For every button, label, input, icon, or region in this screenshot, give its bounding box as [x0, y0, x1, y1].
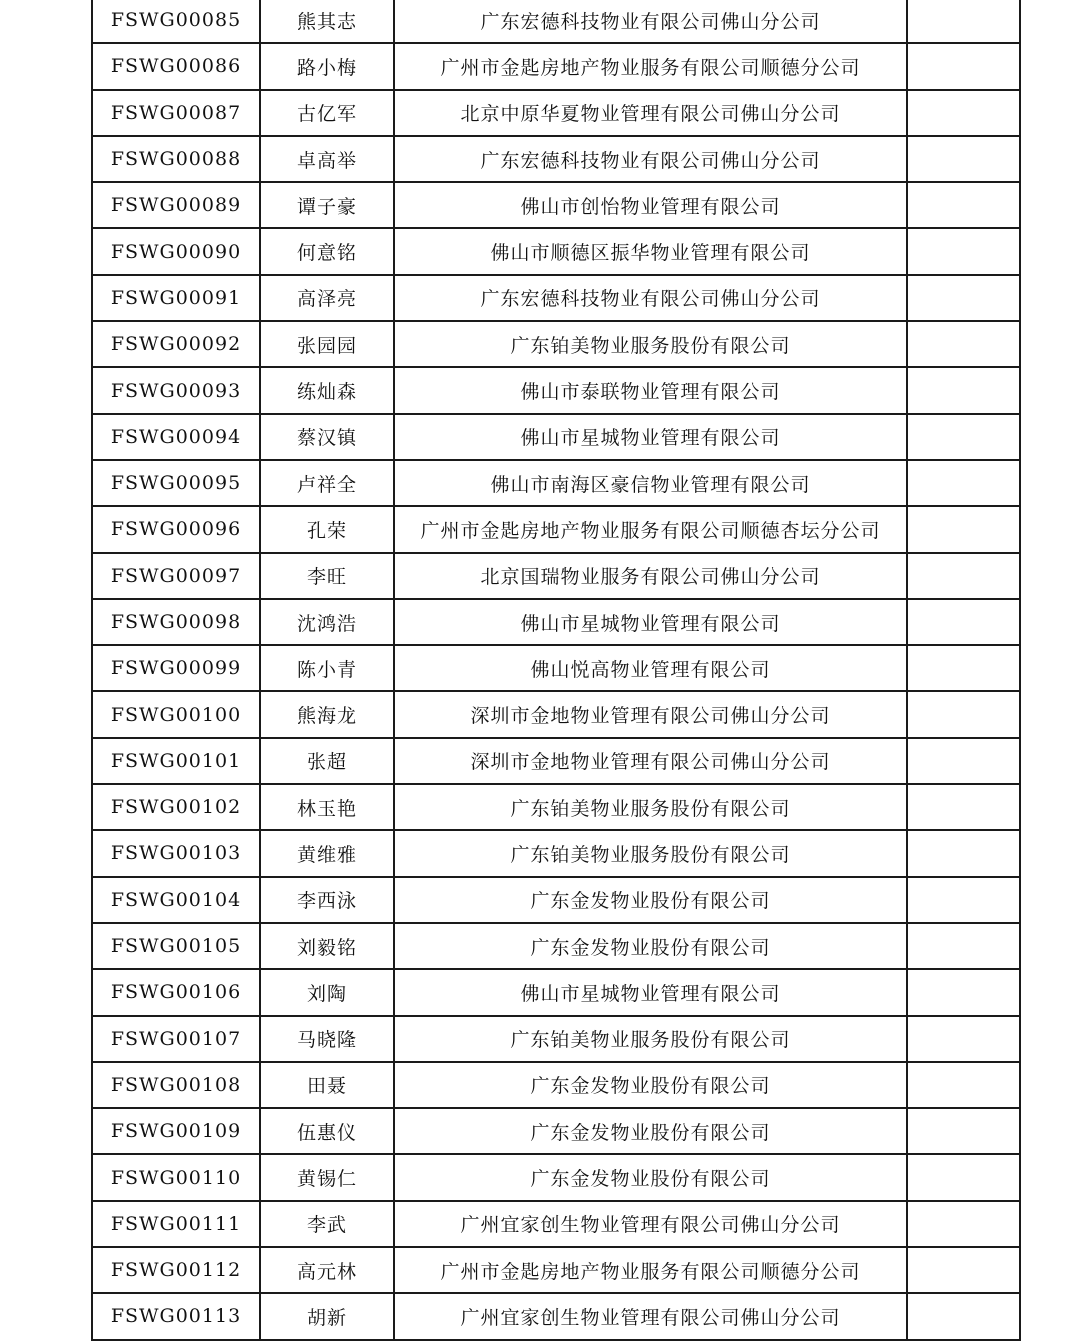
remarks-cell [907, 599, 1020, 645]
person-name-cell: 高泽亮 [260, 275, 394, 321]
remarks-cell [907, 1154, 1020, 1200]
person-name-cell: 田聂 [260, 1062, 394, 1108]
company-name-cell: 广州市金匙房地产物业服务有限公司顺德杏坛分公司 [394, 506, 907, 552]
company-name-cell: 广东金发物业股份有限公司 [394, 1062, 907, 1108]
cert-number-cell: FSWG00106 [92, 969, 260, 1015]
remarks-cell [907, 1293, 1020, 1339]
table-row [92, 414, 1020, 460]
table-row [92, 43, 1020, 89]
person-name-cell: 李武 [260, 1201, 394, 1247]
company-name-cell: 佛山市顺德区振华物业管理有限公司 [394, 228, 907, 274]
company-name-cell: 广东铂美物业服务股份有限公司 [394, 830, 907, 876]
company-name-cell: 北京中原华夏物业管理有限公司佛山分公司 [394, 90, 907, 136]
company-name-cell: 广东宏德科技物业有限公司佛山分公司 [394, 136, 907, 182]
registry-table-body [92, 0, 1020, 1340]
company-name-cell: 佛山市星城物业管理有限公司 [394, 414, 907, 460]
cert-number-cell: FSWG00086 [92, 43, 260, 89]
remarks-cell [907, 43, 1020, 89]
person-name-cell: 李西泳 [260, 877, 394, 923]
cert-number-cell: FSWG00111 [92, 1201, 260, 1247]
remarks-cell [907, 136, 1020, 182]
person-name-cell: 李旺 [260, 553, 394, 599]
company-name-cell: 广东铂美物业服务股份有限公司 [394, 784, 907, 830]
table-row [92, 969, 1020, 1015]
person-name-cell: 刘毅铭 [260, 923, 394, 969]
cert-number-cell: FSWG00110 [92, 1154, 260, 1200]
cert-number-cell: FSWG00090 [92, 228, 260, 274]
company-name-cell: 广东金发物业股份有限公司 [394, 1154, 907, 1200]
cert-number-cell: FSWG00085 [92, 0, 260, 43]
cert-number-cell: FSWG00105 [92, 923, 260, 969]
company-name-cell: 佛山市南海区豪信物业管理有限公司 [394, 460, 907, 506]
company-name-cell: 佛山悦高物业管理有限公司 [394, 645, 907, 691]
cert-number-cell: FSWG00094 [92, 414, 260, 460]
table-row [92, 877, 1020, 923]
company-name-cell: 佛山市泰联物业管理有限公司 [394, 367, 907, 413]
cert-number-cell: FSWG00100 [92, 691, 260, 737]
cert-number-cell: FSWG00097 [92, 553, 260, 599]
table-row [92, 830, 1020, 876]
cert-number-cell: FSWG00087 [92, 90, 260, 136]
table-row [92, 599, 1020, 645]
table-row [92, 923, 1020, 969]
person-name-cell: 高元林 [260, 1247, 394, 1293]
table-row [92, 506, 1020, 552]
table-row [92, 1062, 1020, 1108]
remarks-cell [907, 691, 1020, 737]
table-row [92, 136, 1020, 182]
cert-number-cell: FSWG00103 [92, 830, 260, 876]
table-row [92, 1016, 1020, 1062]
cert-number-cell: FSWG00113 [92, 1293, 260, 1339]
person-name-cell: 胡新 [260, 1293, 394, 1339]
cert-number-cell: FSWG00093 [92, 367, 260, 413]
table-row [92, 90, 1020, 136]
cert-number-cell: FSWG00107 [92, 1016, 260, 1062]
person-name-cell: 卢祥全 [260, 460, 394, 506]
remarks-cell [907, 1062, 1020, 1108]
company-name-cell: 深圳市金地物业管理有限公司佛山分公司 [394, 691, 907, 737]
cert-number-cell: FSWG00099 [92, 645, 260, 691]
company-name-cell: 广东金发物业股份有限公司 [394, 877, 907, 923]
table-row [92, 0, 1020, 43]
person-name-cell: 练灿森 [260, 367, 394, 413]
remarks-cell [907, 228, 1020, 274]
cert-number-cell: FSWG00112 [92, 1247, 260, 1293]
table-row [92, 1247, 1020, 1293]
person-name-cell: 林玉艳 [260, 784, 394, 830]
remarks-cell [907, 645, 1020, 691]
remarks-cell [907, 321, 1020, 367]
table-row [92, 1108, 1020, 1154]
company-name-cell: 广东铂美物业服务股份有限公司 [394, 1016, 907, 1062]
person-name-cell: 何意铭 [260, 228, 394, 274]
table-row [92, 460, 1020, 506]
table-row [92, 738, 1020, 784]
remarks-cell [907, 506, 1020, 552]
remarks-cell [907, 182, 1020, 228]
remarks-cell [907, 784, 1020, 830]
person-name-cell: 黄维雅 [260, 830, 394, 876]
company-name-cell: 广东宏德科技物业有限公司佛山分公司 [394, 275, 907, 321]
remarks-cell [907, 275, 1020, 321]
registry-table [91, 0, 1021, 1341]
company-name-cell: 广东金发物业股份有限公司 [394, 1108, 907, 1154]
company-name-cell: 广州市金匙房地产物业服务有限公司顺德分公司 [394, 1247, 907, 1293]
cert-number-cell: FSWG00109 [92, 1108, 260, 1154]
remarks-cell [907, 1247, 1020, 1293]
person-name-cell: 伍惠仪 [260, 1108, 394, 1154]
table-row [92, 182, 1020, 228]
company-name-cell: 广东铂美物业服务股份有限公司 [394, 321, 907, 367]
table-row [92, 228, 1020, 274]
remarks-cell [907, 923, 1020, 969]
cert-number-cell: FSWG00088 [92, 136, 260, 182]
table-row [92, 1293, 1020, 1339]
company-name-cell: 广东金发物业股份有限公司 [394, 923, 907, 969]
remarks-cell [907, 1108, 1020, 1154]
person-name-cell: 陈小青 [260, 645, 394, 691]
company-name-cell: 佛山市星城物业管理有限公司 [394, 969, 907, 1015]
table-row [92, 691, 1020, 737]
remarks-cell [907, 553, 1020, 599]
table-row [92, 1154, 1020, 1200]
remarks-cell [907, 1016, 1020, 1062]
company-name-cell: 深圳市金地物业管理有限公司佛山分公司 [394, 738, 907, 784]
cert-number-cell: FSWG00092 [92, 321, 260, 367]
company-name-cell: 广州宜家创生物业管理有限公司佛山分公司 [394, 1293, 907, 1339]
company-name-cell: 佛山市创怡物业管理有限公司 [394, 182, 907, 228]
cert-number-cell: FSWG00096 [92, 506, 260, 552]
cert-number-cell: FSWG00091 [92, 275, 260, 321]
person-name-cell: 古亿军 [260, 90, 394, 136]
table-row [92, 367, 1020, 413]
remarks-cell [907, 367, 1020, 413]
remarks-cell [907, 460, 1020, 506]
company-name-cell: 广东宏德科技物业有限公司佛山分公司 [394, 0, 907, 43]
table-row [92, 1201, 1020, 1247]
remarks-cell [907, 90, 1020, 136]
remarks-cell [907, 969, 1020, 1015]
table-row [92, 321, 1020, 367]
company-name-cell: 广州宜家创生物业管理有限公司佛山分公司 [394, 1201, 907, 1247]
cert-number-cell: FSWG00108 [92, 1062, 260, 1108]
person-name-cell: 路小梅 [260, 43, 394, 89]
person-name-cell: 谭子豪 [260, 182, 394, 228]
company-name-cell: 北京国瑞物业服务有限公司佛山分公司 [394, 553, 907, 599]
person-name-cell: 熊其志 [260, 0, 394, 43]
cert-number-cell: FSWG00104 [92, 877, 260, 923]
table-row [92, 784, 1020, 830]
person-name-cell: 蔡汉镇 [260, 414, 394, 460]
table-row [92, 275, 1020, 321]
person-name-cell: 张超 [260, 738, 394, 784]
remarks-cell [907, 830, 1020, 876]
cert-number-cell: FSWG00089 [92, 182, 260, 228]
person-name-cell: 孔荣 [260, 506, 394, 552]
person-name-cell: 马晓隆 [260, 1016, 394, 1062]
table-row [92, 553, 1020, 599]
person-name-cell: 刘陶 [260, 969, 394, 1015]
table-row [92, 645, 1020, 691]
remarks-cell [907, 0, 1020, 43]
remarks-cell [907, 414, 1020, 460]
remarks-cell [907, 738, 1020, 784]
person-name-cell: 卓高举 [260, 136, 394, 182]
cert-number-cell: FSWG00098 [92, 599, 260, 645]
cert-number-cell: FSWG00102 [92, 784, 260, 830]
cert-number-cell: FSWG00101 [92, 738, 260, 784]
company-name-cell: 佛山市星城物业管理有限公司 [394, 599, 907, 645]
person-name-cell: 沈鸿浩 [260, 599, 394, 645]
remarks-cell [907, 877, 1020, 923]
remarks-cell [907, 1201, 1020, 1247]
company-name-cell: 广州市金匙房地产物业服务有限公司顺德分公司 [394, 43, 907, 89]
person-name-cell: 熊海龙 [260, 691, 394, 737]
person-name-cell: 张园园 [260, 321, 394, 367]
person-name-cell: 黄锡仁 [260, 1154, 394, 1200]
cert-number-cell: FSWG00095 [92, 460, 260, 506]
